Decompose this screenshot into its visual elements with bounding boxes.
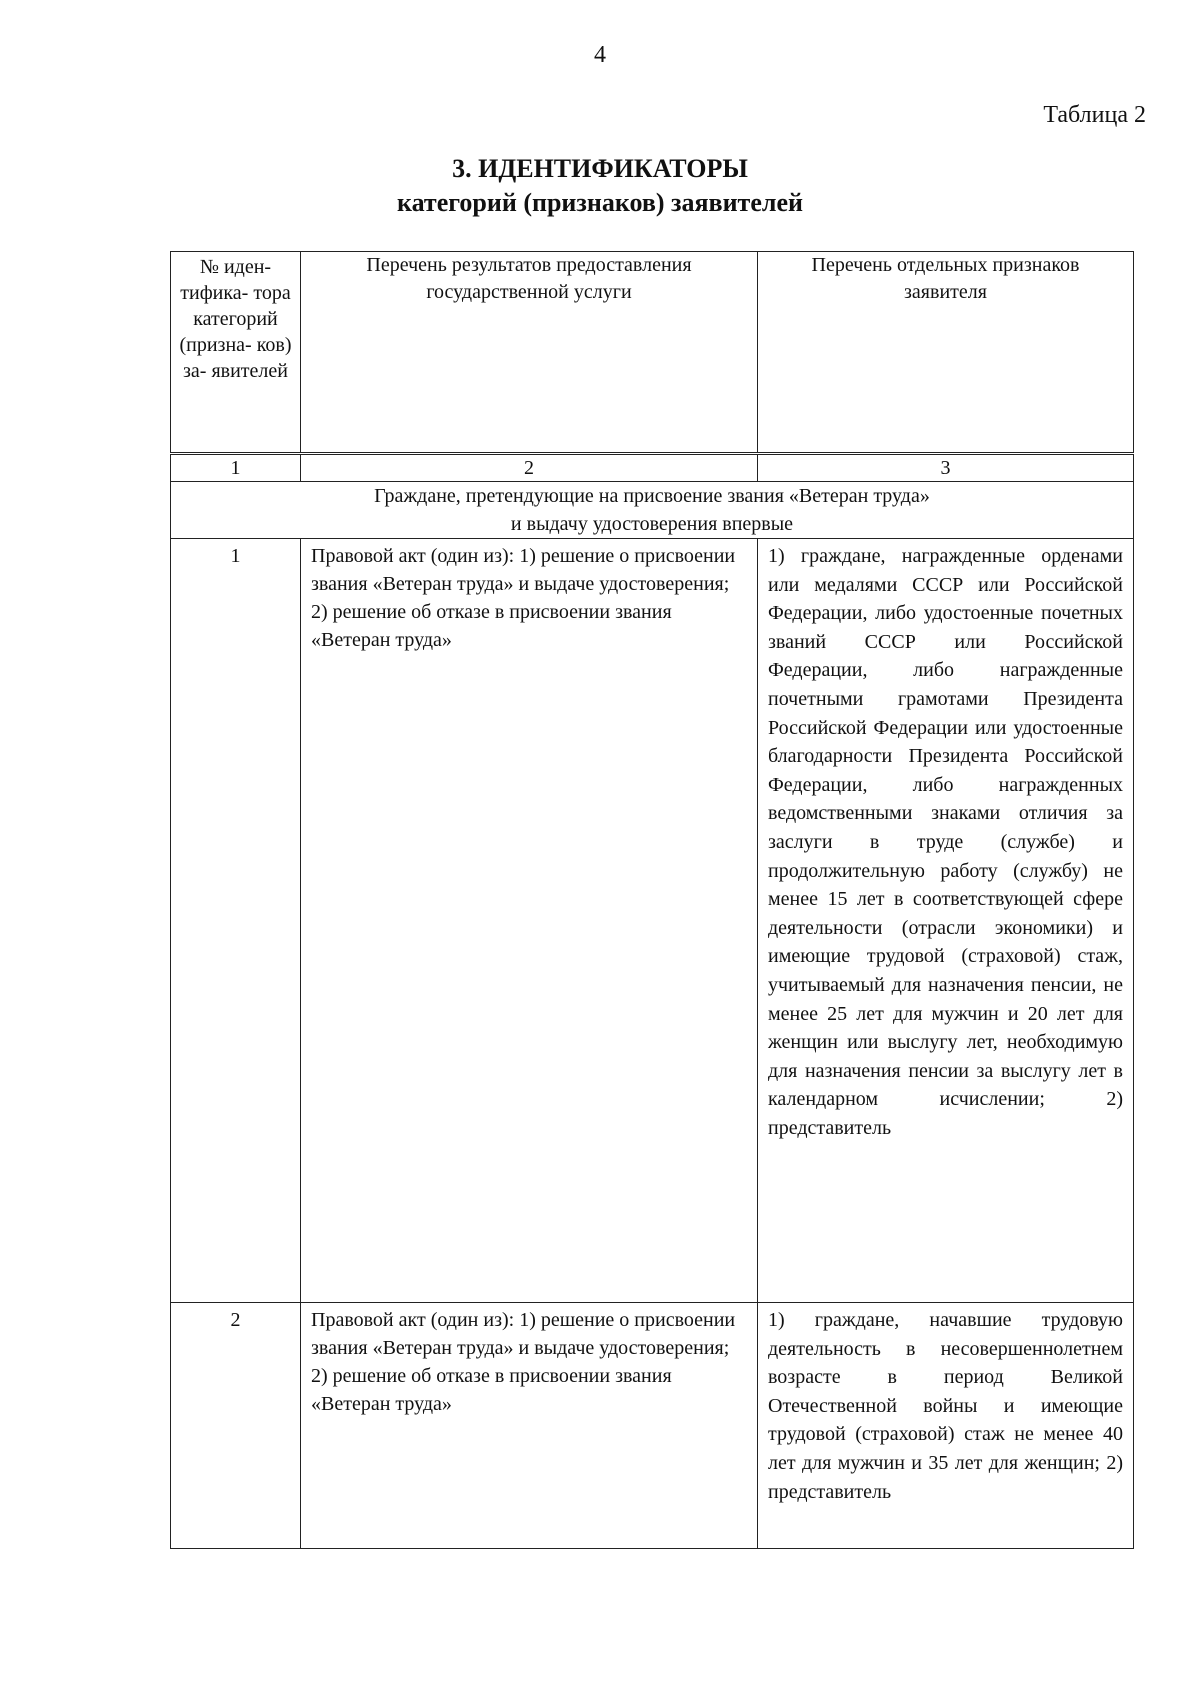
column-number-3: 3: [758, 454, 1134, 482]
row-identifier: 1: [171, 539, 301, 1303]
heading-subtitle: категорий (признаков) заявителей: [397, 188, 803, 217]
table-label: Таблица 2: [1043, 102, 1146, 128]
row-results: Правовой акт (один из): 1) решение о присвоении звания «Ветеран труда» и выдаче удостоверения; 2) решение об отказе в присвоении звания «Ветеран труда»: [301, 539, 758, 1303]
header-results-list: Перечень результатов предоставления государственной услуги: [301, 252, 758, 454]
table-row: [171, 539, 1134, 1303]
row-results: Правовой акт (один из): 1) решение о присвоении звания «Ветеран труда» и выдаче удостоверения; 2) решение об отказе в присвоении звания «Ветеран труда»: [301, 1303, 758, 1549]
row-attributes: 1) граждане, награжденные орденами или медалями СССР или Российской Федерации, либо удостоенные почетных званий СССР или Российской Федерации, либо награжденные почетными грамотами Президента Российской Федерации или удостоенные благодарности Президента Российской Федерации, либо награжденных ведомственными знаками отличия за заслуги в труде (службе) и продолжительную работу (службу) не менее 15 лет в соответствующей сфере деятельности (отрасли экономики) и имеющие трудовой (страховой) стаж, учитываемый для назначения пенсии, не менее 25 лет для мужчин и 20 лет для женщин или выслугу лет, необходимую для назначения пенсии за выслугу лет в календарном исчислении; 2) представитель: [758, 539, 1134, 1303]
section-title-line-1: Граждане, претендующие на присвоение звания «Ветеран труда»: [374, 485, 930, 507]
column-number-1: 1: [171, 454, 301, 482]
section-row: [171, 482, 1134, 539]
column-number-row: [171, 454, 1134, 482]
identifiers-table: [170, 251, 1134, 1549]
heading-title: 3. ИДЕНТИФИКАТОРЫ: [452, 154, 748, 183]
page-number: 4: [594, 42, 606, 68]
section-title: [171, 482, 1134, 539]
table-row: [171, 1303, 1134, 1549]
document-heading: [0, 152, 1200, 220]
row-identifier: 2: [171, 1303, 301, 1549]
row-attributes: 1) граждане, начавшие трудовую деятельность в несовершеннолетнем возрасте в период Великой Отечественной войны и имеющие трудовой (страховой) стаж не менее 40 лет для мужчин и 35 лет для женщин; 2) представитель: [758, 1303, 1134, 1549]
header-identifier-number: № иден- тифика- тора категорий (призна- ков) за- явителей: [171, 252, 301, 454]
header-attributes-list: Перечень отдельных признаков заявителя: [758, 252, 1134, 454]
column-number-2: 2: [301, 454, 758, 482]
section-title-line-2: и выдачу удостоверения впервые: [510, 513, 794, 535]
table-header-row: [171, 252, 1134, 454]
